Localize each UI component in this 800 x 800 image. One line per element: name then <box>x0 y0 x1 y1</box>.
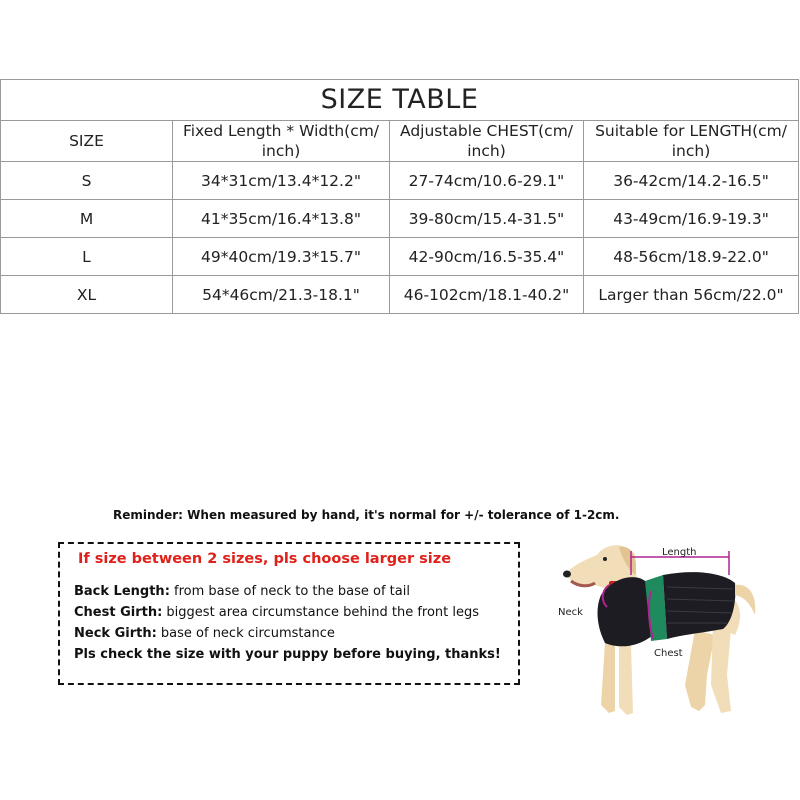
neck-label: Neck <box>558 607 583 618</box>
chest-cell: 39-80cm/15.4-31.5" <box>390 200 584 238</box>
chest-label: Chest <box>654 648 683 659</box>
dimension-cell: 49*40cm/19.3*15.7" <box>173 238 390 276</box>
length-cell: Larger than 56cm/22.0" <box>584 276 799 314</box>
length-cell: 48-56cm/18.9-22.0" <box>584 238 799 276</box>
size-table <box>0 79 799 314</box>
table-title: SIZE TABLE <box>1 80 799 121</box>
back-length-text: from base of neck to the base of tail <box>169 584 410 599</box>
header-fixed-length-width: Fixed Length * Width(cm/ inch) <box>173 121 390 162</box>
dimension-cell: 41*35cm/16.4*13.8" <box>173 200 390 238</box>
notice-title: If size between 2 sizes, pls choose larger size <box>78 551 452 567</box>
size-cell: M <box>1 200 173 238</box>
measurement-reminder: Reminder: When measured by hand, it's normal for +/- tolerance of 1-2cm. <box>113 508 620 522</box>
back-length-label: Back Length: <box>74 584 170 599</box>
table-row <box>1 276 799 314</box>
neck-girth-text: base of neck circumstance <box>156 626 335 641</box>
length-cell: 43-49cm/16.9-19.3" <box>584 200 799 238</box>
dimension-cell: 54*46cm/21.3-18.1" <box>173 276 390 314</box>
length-label: Length <box>662 547 697 558</box>
neck-girth-label: Neck Girth: <box>74 626 157 641</box>
size-notice-box <box>58 542 520 685</box>
chest-cell: 27-74cm/10.6-29.1" <box>390 162 584 200</box>
header-size: SIZE <box>1 121 173 162</box>
table-row <box>1 238 799 276</box>
chest-girth-label: Chest Girth: <box>74 605 163 620</box>
header-adjustable-chest: Adjustable CHEST(cm/ inch) <box>390 121 584 162</box>
header-suitable-length: Suitable for LENGTH(cm/ inch) <box>584 121 799 162</box>
size-cell: XL <box>1 276 173 314</box>
table-row <box>1 162 799 200</box>
chest-girth-text: biggest area circumstance behind the front legs <box>162 605 480 620</box>
length-cell: 36-42cm/14.2-16.5" <box>584 162 799 200</box>
table-row <box>1 200 799 238</box>
chest-cell: 46-102cm/18.1-40.2" <box>390 276 584 314</box>
size-cell: S <box>1 162 173 200</box>
neck-girth-line <box>74 626 335 641</box>
back-length-line <box>74 584 410 599</box>
chest-cell: 42-90cm/16.5-35.4" <box>390 238 584 276</box>
dimension-cell: 34*31cm/13.4*12.2" <box>173 162 390 200</box>
size-cell: L <box>1 238 173 276</box>
dog-measurement-figure <box>535 535 800 725</box>
chest-girth-line <box>74 605 479 620</box>
check-size-line: Pls check the size with your puppy before buying, thanks! <box>74 647 501 662</box>
table-header-row <box>1 121 799 162</box>
